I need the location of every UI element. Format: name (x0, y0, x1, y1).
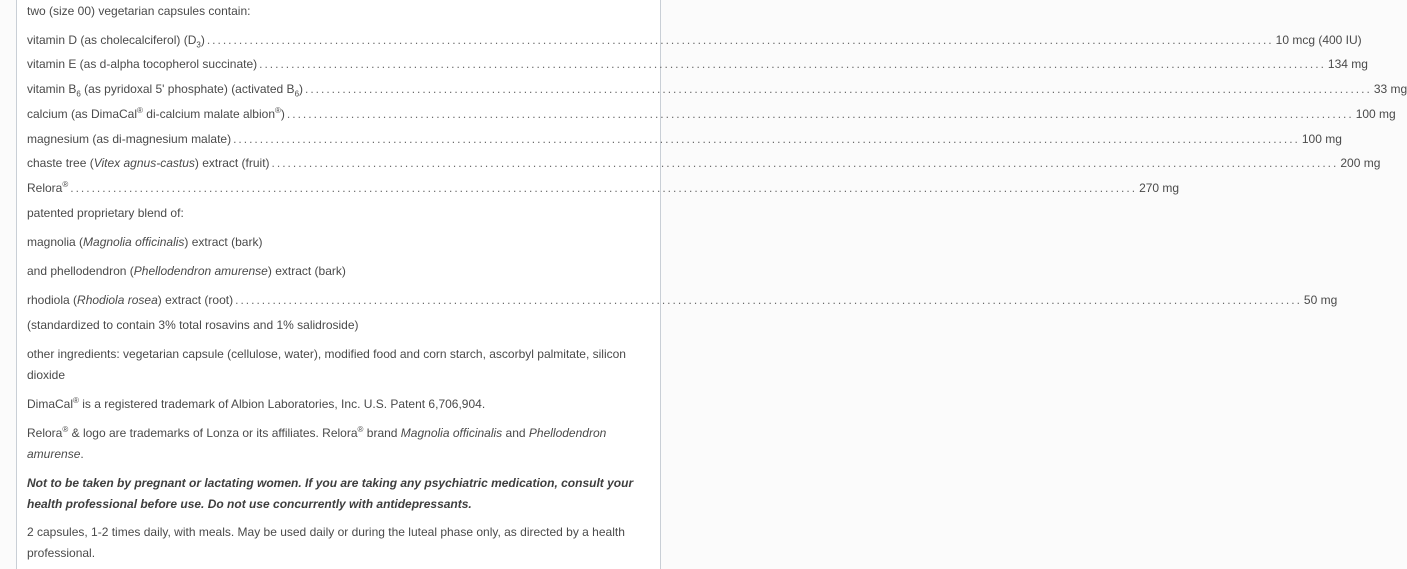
ingredient-row-calcium (27, 106, 1396, 122)
blend-item-text-end: ) extract (bark) (184, 235, 263, 249)
subscript: 6 (76, 89, 81, 99)
ingredient-amount: 50 mg (1303, 293, 1338, 307)
ingredient-row-vitamin-b6 (27, 81, 1407, 99)
trademark-text-end: . (80, 447, 84, 461)
leader-dots: ........................................................................................................................................................................................................ (233, 132, 1300, 146)
ingredient-label: rhodiola ( (27, 293, 78, 307)
registered-mark: ® (73, 396, 79, 405)
ingredient-amount: 100 mg (1355, 107, 1396, 121)
ingredient-label: magnesium (as di-magnesium malate) (27, 132, 232, 146)
registered-mark: ® (137, 106, 143, 115)
ingredient-amount: 100 mg (1301, 132, 1342, 146)
latin-name: Magnolia officinalis (83, 235, 185, 249)
trademark-text-mid: brand (363, 426, 401, 440)
ingredient-row-vitamin-e (27, 56, 1368, 72)
ingredient-label-mid: (as pyridoxal 5' phosphate) (activated B (80, 82, 295, 96)
ingredient-row-magnesium (27, 131, 1342, 147)
supplement-facts-panel (16, 0, 1407, 569)
blend-label: patented proprietary blend of: (27, 206, 184, 220)
blend-item-text-end: ) extract (bark) (267, 264, 346, 278)
ingredient-amount: 270 mg (1139, 181, 1180, 195)
ingredient-label: vitamin D (as cholecalciferol) (D (27, 33, 197, 47)
intro-text: two (size 00) vegetarian capsules contain: (27, 4, 251, 18)
ingredient-label: Relora (27, 181, 63, 195)
relora-trademark-note (27, 423, 643, 465)
ingredient-label: chaste tree ( (27, 156, 94, 170)
leader-dots: ........................................................................................................................................................................................................ (206, 33, 1274, 47)
ingredient-row-relora (27, 180, 1180, 196)
registered-mark: ® (275, 106, 281, 115)
latin-name: Phellodendron amurense (133, 264, 268, 278)
other-ingredients: other ingredients: vegetarian capsule (cellulose, water), modified food and corn starch, ascorbyl palmitate, silicon dioxide (27, 347, 626, 382)
ingredient-amount: 33 mg (1373, 82, 1407, 96)
ingredient-row-vitamin-d (27, 32, 1362, 50)
leader-dots: ........................................................................................................................................................................................................ (286, 107, 1354, 121)
trademark-text: DimaCal (27, 397, 74, 411)
ingredient-label-end: ) (299, 82, 304, 96)
ingredient-label: vitamin E (as d-alpha tocopherol succinate) (27, 57, 258, 71)
leader-dots: ........................................................................................................................................................................................................ (271, 156, 1339, 170)
ingredient-amount: 134 mg (1327, 57, 1368, 71)
subscript: 3 (196, 40, 201, 50)
subscript: 6 (294, 89, 300, 99)
leader-dots: ........................................................................................................................................................................................................ (305, 82, 1372, 96)
latin-name: Magnolia officinalis (400, 426, 503, 440)
ingredient-label-end: ) extract (root) (157, 293, 234, 307)
latin-name: Phellodendron amurense (27, 426, 607, 461)
registered-mark: ® (62, 180, 69, 189)
ingredient-label: vitamin B (27, 82, 77, 96)
ingredient-label-mid: di-calcium malate albion (142, 107, 275, 121)
warning-text: Not to be taken by pregnant or lactating women. If you are taking any psychiatric medication, consult your health professional before use. Do not use concurrently with antidepressants. (27, 476, 634, 511)
standardization-note: (standardized to contain 3% total rosavins and 1% salidroside) (27, 318, 359, 332)
dimacal-trademark-note (27, 396, 643, 412)
blend-item-text: and phellodendron ( (27, 264, 134, 278)
registered-mark: ® (357, 425, 364, 434)
leader-dots: ........................................................................................................................................................................................................ (259, 57, 1326, 71)
ingredient-label-end: ) (280, 107, 285, 121)
ingredient-label-end: ) (200, 33, 205, 47)
directions-text: 2 capsules, 1-2 times daily, with meals. May be used daily or during the luteal phase only, as directed by a health professional. (27, 525, 625, 560)
registered-mark: ® (62, 425, 69, 434)
trademark-text-mid: & logo are trademarks of Lonza or its affiliates. Relora (68, 426, 358, 440)
trademark-text-end: is a registered trademark of Albion Laboratories, Inc. U.S. Patent 6,706,904. (78, 397, 486, 411)
trademark-text-mid: and (502, 426, 529, 440)
blend-item-text: magnolia ( (27, 235, 84, 249)
ingredient-row-rhodiola (27, 292, 1338, 308)
ingredient-label: calcium (as DimaCal (27, 107, 138, 121)
leader-dots: ........................................................................................................................................................................................................ (235, 293, 1302, 307)
blend-item-magnolia (27, 234, 643, 250)
ingredient-amount: 200 mg (1340, 156, 1381, 170)
ingredient-row-chaste-tree (27, 155, 1381, 171)
blend-item-phellodendron (27, 263, 643, 279)
ingredient-amount: 10 mcg (400 IU) (1275, 33, 1362, 47)
latin-name: Rhodiola rosea (77, 293, 158, 307)
leader-dots: ........................................................................................................................................................................................................ (70, 181, 1138, 195)
latin-name: Vitex agnus-castus (93, 156, 195, 170)
ingredient-label-end: ) extract (fruit) (194, 156, 270, 170)
trademark-text: Relora (27, 426, 63, 440)
